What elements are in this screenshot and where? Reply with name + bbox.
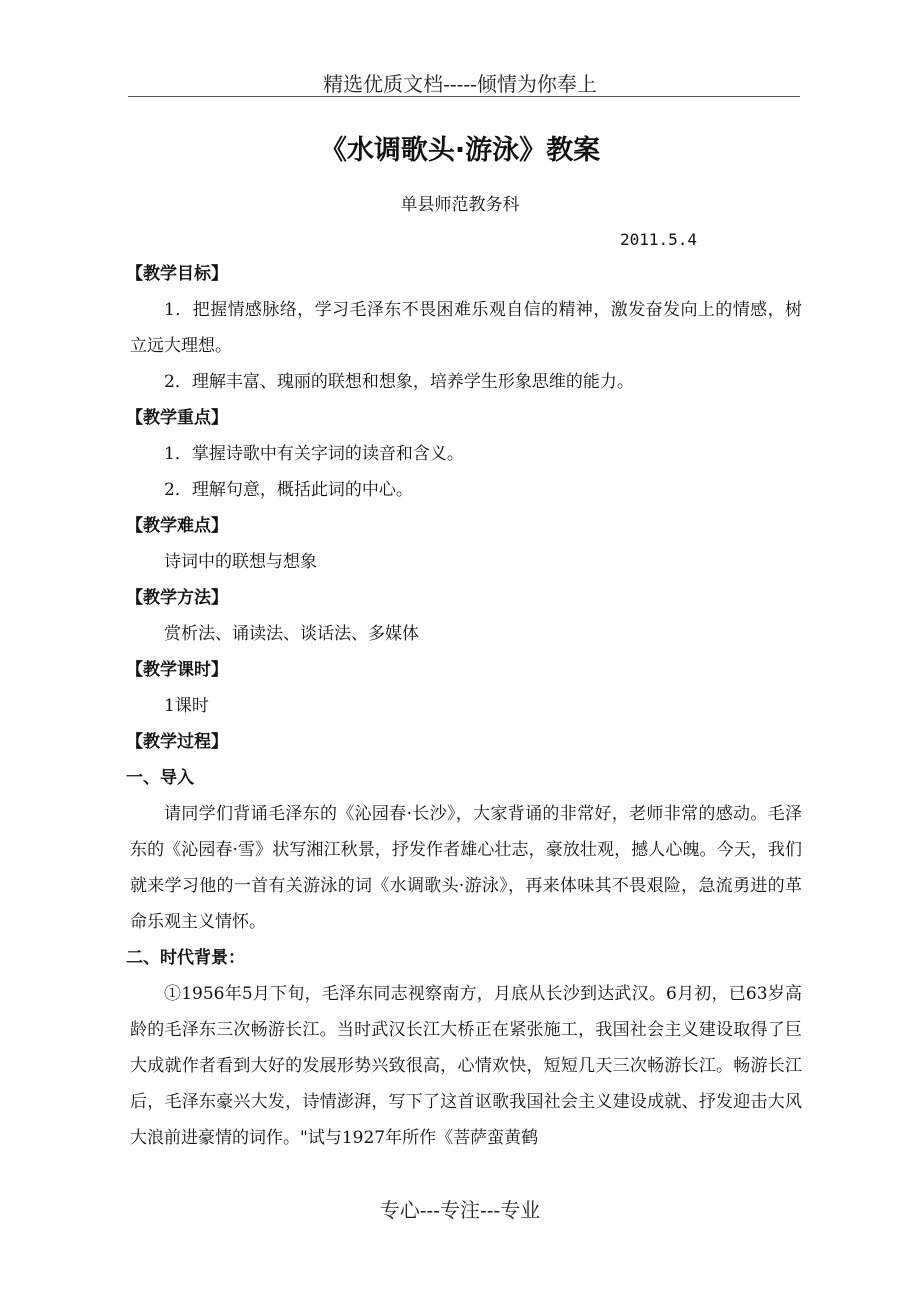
section-heading-hours: 【教学课时】 — [126, 660, 228, 680]
background-paragraph: ①1956年5月下旬，毛泽东同志视察南方，月底从长沙到达武汉。6月初，已63岁高龄的毛泽东三次畅游长江。当时武汉长江大桥正在紧张施工，我国社会主义建设取得了巨大成就作者看到大好的发展形势兴致很高，心情欢快，短短几天三次畅游长江。畅游长江后，毛泽东豪兴大发，诗情澎湃，写下了这首讴歌我国社会主义建设成就、抒发迎击大风大浪前进豪情的词作。"试与1927年所作《菩萨蛮黄鹤 — [130, 984, 802, 1148]
methods-text: 赏析法、诵读法、谈话法、多媒体 — [164, 624, 419, 644]
goal-item-1: 1．把握情感脉络，学习毛泽东不畏困难乐观自信的精神，激发奋发向上的情感，树立远大理想。 — [130, 300, 802, 356]
page-header: 精选优质文档-----倾情为你奉上 — [323, 72, 597, 96]
section-heading-process: 【教学过程】 — [126, 732, 228, 752]
goal-item-2: 2．理解丰富、瑰丽的联想和想象，培养学生形象思维的能力。 — [164, 372, 634, 392]
section-heading-key-points: 【教学重点】 — [126, 408, 228, 428]
section-heading-difficulties: 【教学难点】 — [126, 516, 228, 536]
key-point-item-1: 1．掌握诗歌中有关字词的读音和含义。 — [164, 444, 464, 464]
header-divider — [128, 96, 800, 97]
document-date: 2011.5.4 — [620, 230, 698, 249]
document-author: 单县师范教务科 — [400, 195, 520, 215]
document-body — [126, 256, 802, 1156]
section-heading-goals: 【教学目标】 — [126, 264, 228, 284]
key-point-item-2: 2．理解句意，概括此词的中心。 — [164, 480, 413, 500]
difficulties-text: 诗词中的联想与想象 — [164, 552, 317, 572]
intro-paragraph: 请同学们背诵毛泽东的《沁园春·长沙》，大家背诵的非常好，老师非常的感动。毛泽东的《沁园春·雪》状写湘江秋景，抒发作者雄心壮志，豪放壮观，撼人心魄。今天，我们就来学习他的一首有关游泳的词《水调歌头·游泳》，再来体味其不畏艰险，急流勇进的革命乐观主义情怀。 — [130, 804, 802, 932]
subsection-heading-background: 二、时代背景： — [126, 948, 245, 968]
section-heading-methods: 【教学方法】 — [126, 588, 228, 608]
hours-text: 1课时 — [164, 696, 209, 716]
document-title: 《水调歌头·游泳》教案 — [319, 135, 601, 166]
subsection-heading-intro: 一、导入 — [126, 768, 194, 788]
page-footer: 专心---专注---专业 — [379, 1198, 541, 1222]
